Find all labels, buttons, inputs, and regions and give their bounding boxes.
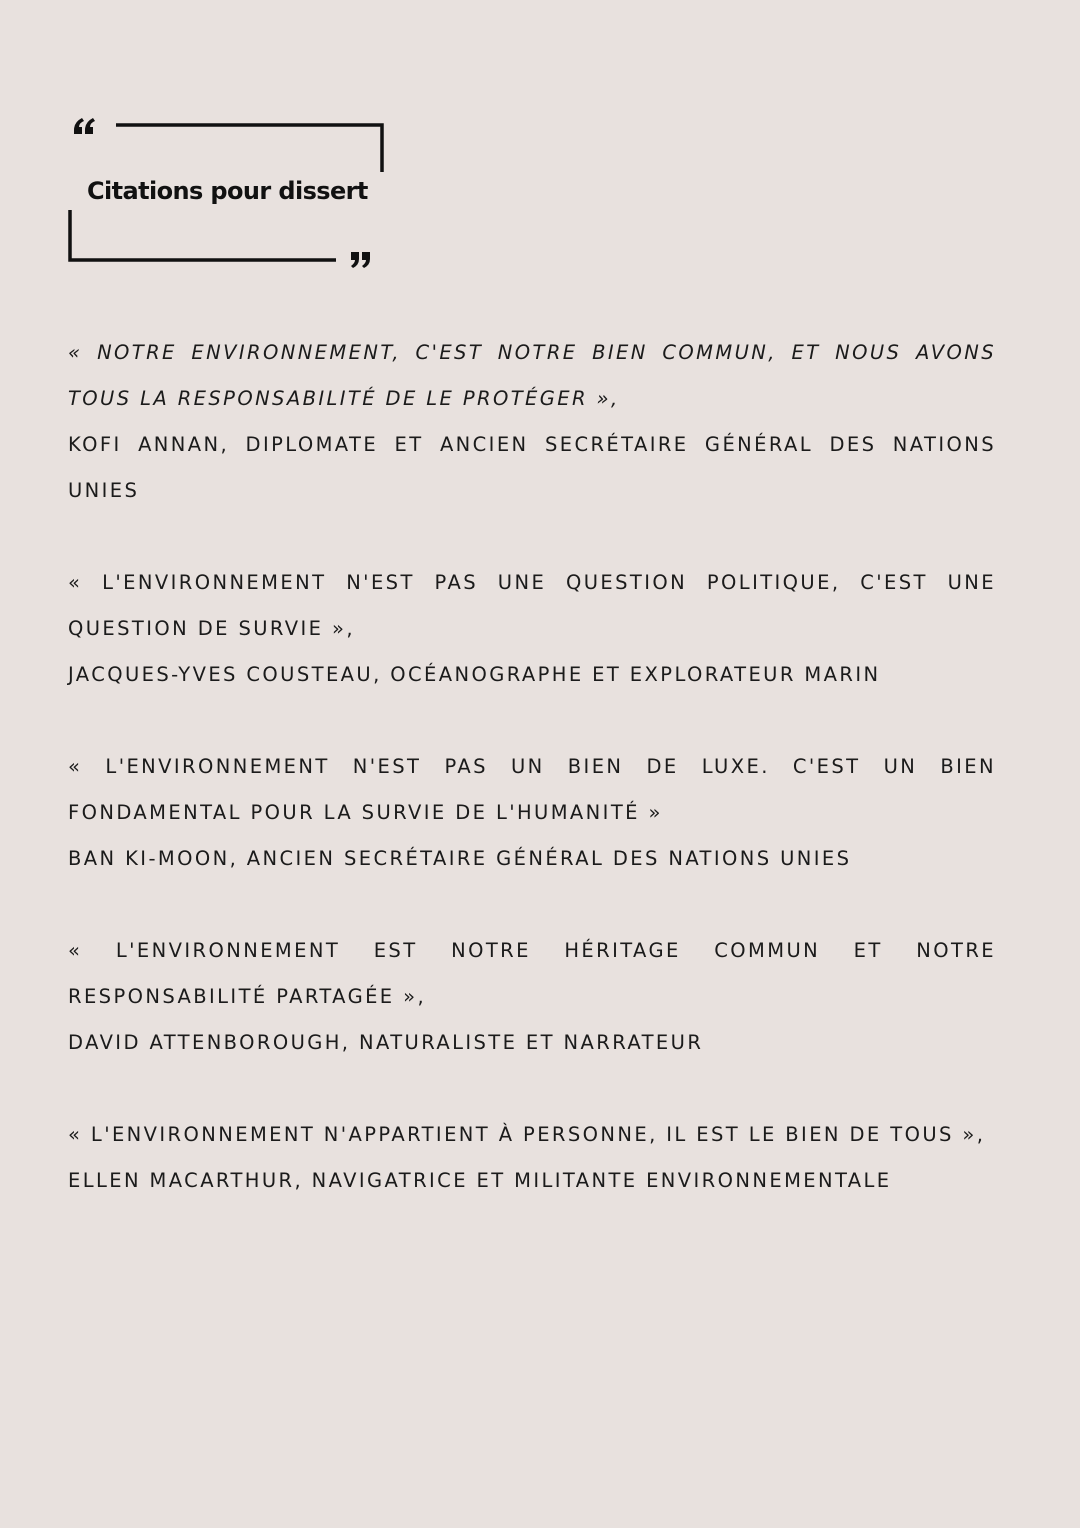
quote-text: « NOTRE ENVIRONNEMENT, C'EST NOTRE BIEN COMMUN, ET NOUS AVONS TOUS LA RESPONSABILITÉ DE LE PROTÉGER », [68, 341, 996, 410]
quote-item [68, 330, 996, 514]
quote-text: « L'ENVIRONNEMENT N'APPARTIENT À PERSONNE, IL EST LE BIEN DE TOUS », [68, 1123, 986, 1146]
title-frame [60, 108, 400, 278]
frame-bottom-line [70, 210, 336, 260]
close-quote-icon [351, 252, 370, 268]
quote-text: « L'ENVIRONNEMENT N'EST PAS UNE QUESTION POLITIQUE, C'EST UNE QUESTION DE SURVIE », [68, 571, 996, 640]
quote-author: BAN KI-MOON, ANCIEN SECRÉTAIRE GÉNÉRAL DES NATIONS UNIES [68, 847, 852, 870]
quotes-list [68, 330, 996, 1250]
page-title: Citations pour dissert [87, 177, 368, 205]
quote-item [68, 928, 996, 1066]
quote-item [68, 560, 996, 698]
quote-item [68, 744, 996, 882]
quote-author: JACQUES-YVES COUSTEAU, OCÉANOGRAPHE ET EXPLORATEUR MARIN [68, 663, 881, 686]
quote-author: ELLEN MACARTHUR, NAVIGATRICE ET MILITANTE ENVIRONNEMENTALE [68, 1169, 892, 1192]
quote-item [68, 1112, 996, 1204]
frame-top-line [116, 125, 382, 172]
open-quote-icon [74, 118, 95, 134]
quote-author: DAVID ATTENBOROUGH, NATURALISTE ET NARRATEUR [68, 1031, 704, 1054]
quote-author: KOFI ANNAN, DIPLOMATE ET ANCIEN SECRÉTAIRE GÉNÉRAL DES NATIONS UNIES [68, 433, 996, 502]
quote-text: « L'ENVIRONNEMENT EST NOTRE HÉRITAGE COMMUN ET NOTRE RESPONSABILITÉ PARTAGÉE », [68, 939, 996, 1008]
quote-text: « L'ENVIRONNEMENT N'EST PAS UN BIEN DE LUXE. C'EST UN BIEN FONDAMENTAL POUR LA SURVIE DE L'HUMANITÉ » [68, 755, 996, 824]
